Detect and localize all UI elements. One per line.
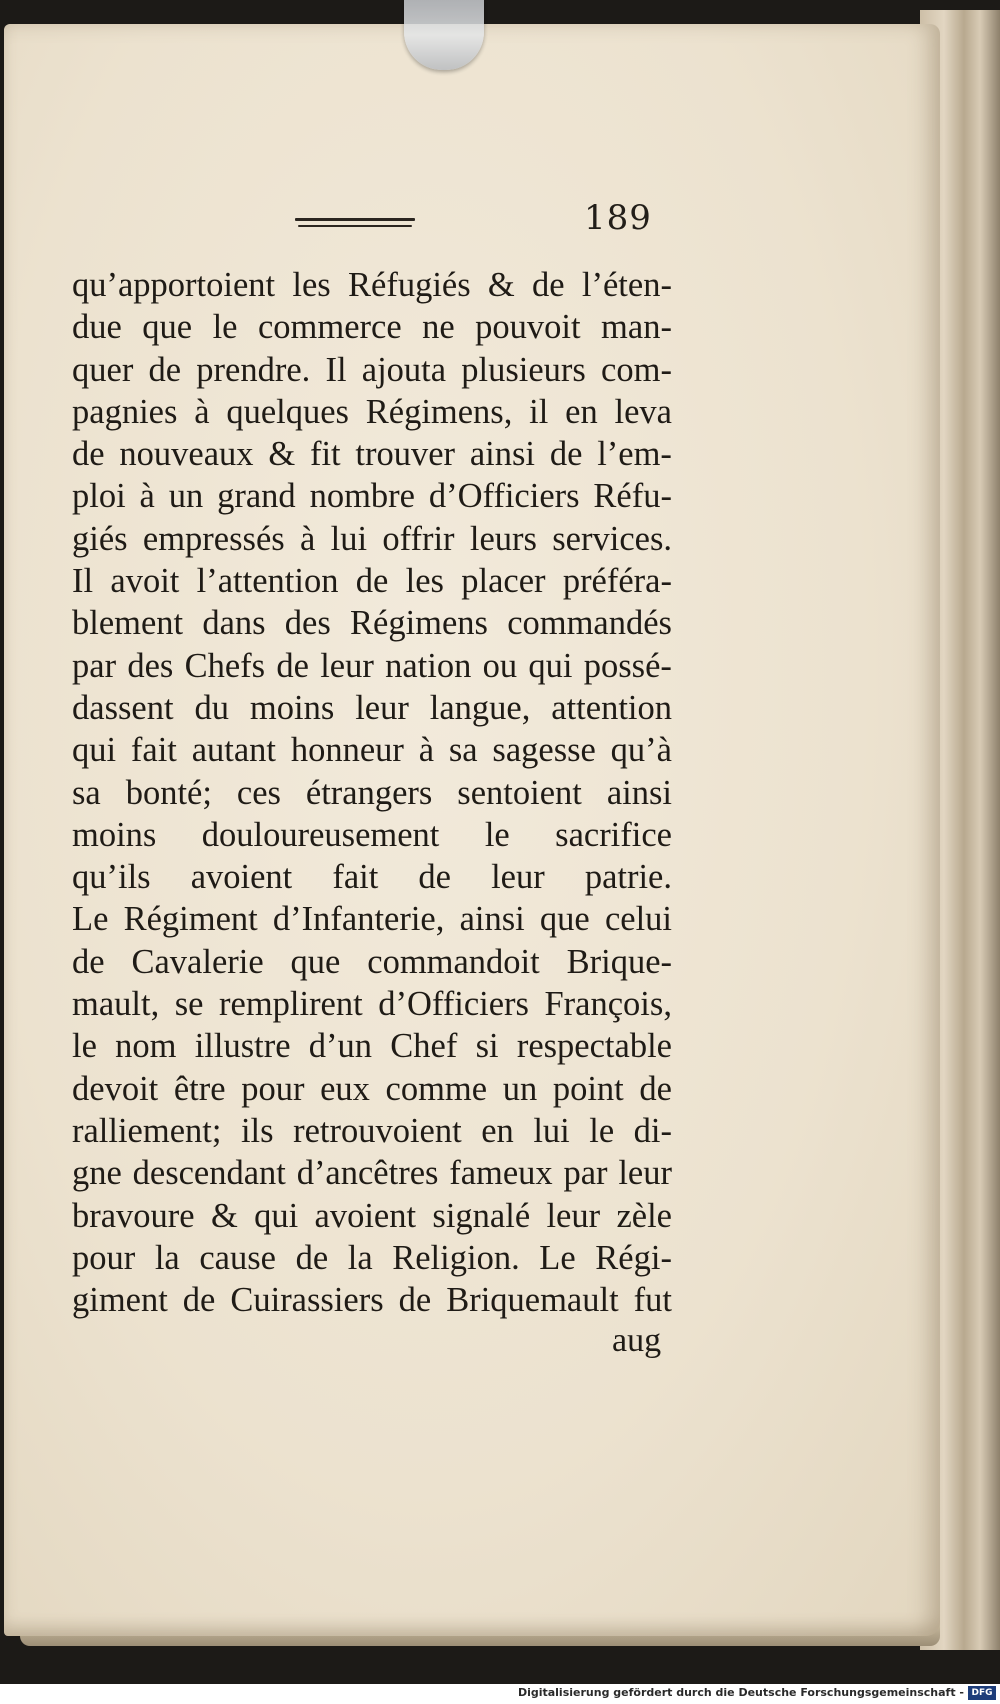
word: Le [539, 1238, 576, 1277]
word: devoit [72, 1069, 159, 1108]
word: signalé [432, 1196, 531, 1235]
word: possé- [583, 646, 672, 685]
word: à [418, 731, 435, 770]
word: prendre. [196, 350, 311, 389]
text-line [72, 264, 672, 306]
word: dassent [72, 688, 174, 727]
word: ajouta [361, 350, 447, 389]
word: Cuirassiers [230, 1281, 384, 1320]
word: de [276, 646, 309, 685]
word: Réfu- [593, 477, 672, 516]
word: & [268, 435, 296, 474]
word: fait [332, 858, 379, 897]
word: respectable [516, 1027, 672, 1066]
word: blement [72, 604, 184, 643]
word: d’Infanterie, [272, 900, 445, 939]
word: nation [385, 646, 472, 685]
word: des [284, 604, 331, 643]
word: pagnies [72, 392, 178, 431]
text-line [72, 518, 672, 560]
word: com- [601, 350, 672, 389]
word: bravoure [72, 1196, 195, 1235]
word: de [532, 266, 565, 304]
word: préféra- [562, 562, 672, 601]
word: l’attention [196, 562, 339, 601]
text-line [72, 941, 672, 983]
word: Régimens [350, 604, 488, 643]
word: leur [618, 1154, 672, 1193]
word: gne [72, 1154, 122, 1193]
word: de [639, 1069, 672, 1108]
word: honneur [290, 731, 404, 770]
word: leur [491, 858, 545, 897]
text-line [72, 391, 672, 433]
word: sentoient [457, 773, 582, 812]
body-text [72, 264, 672, 1321]
word: leurs [469, 519, 537, 558]
word: qui [72, 731, 117, 770]
word: patrie. [584, 858, 672, 897]
word: François, [544, 985, 672, 1024]
word: il [529, 392, 549, 431]
word: étrangers [305, 773, 433, 812]
word: Il [72, 562, 94, 601]
word: nouveaux [119, 435, 254, 474]
word: giés [72, 519, 128, 558]
word: ainsi [459, 900, 525, 939]
word: d’un [308, 1027, 373, 1066]
word: qui [528, 646, 573, 685]
word: ainsi [606, 773, 672, 812]
word: sagesse [492, 731, 596, 770]
word: quer [72, 350, 134, 389]
text-line [72, 1195, 672, 1237]
header-rule-lower [298, 225, 412, 227]
word: fut [633, 1281, 672, 1320]
word: man- [601, 308, 672, 347]
word: commandoit [367, 942, 540, 981]
word: ralliement; [72, 1111, 222, 1150]
word: quelques [226, 392, 349, 431]
word: placer [461, 562, 546, 601]
word: de [295, 1238, 329, 1277]
word: que [539, 900, 590, 939]
word: Réfugiés [348, 266, 471, 304]
word: fait [130, 731, 177, 770]
word: douloureusement [201, 815, 440, 854]
word: Régiment [123, 900, 258, 939]
word: comme [385, 1069, 488, 1108]
word: le [484, 815, 510, 854]
word: la [154, 1238, 180, 1277]
header-rule [295, 218, 415, 221]
word: d’ancêtres [296, 1154, 439, 1193]
word: autant [191, 731, 276, 770]
text-line [72, 1110, 672, 1152]
word: des [127, 646, 174, 685]
word: en [565, 392, 598, 431]
bookmark-clip [404, 0, 484, 70]
word: commandés [507, 604, 672, 643]
word: les [405, 562, 444, 601]
word: sa [448, 731, 478, 770]
word: pour [72, 1238, 136, 1277]
word: dans [202, 604, 266, 643]
word: langue, [429, 688, 531, 727]
word: eux [320, 1069, 370, 1108]
word: pouvoit [475, 308, 581, 347]
word: d’Officiers [378, 985, 529, 1024]
word: moins [249, 688, 335, 727]
word: bonté; [125, 773, 212, 812]
word: celui [604, 900, 672, 939]
word: remplirent [219, 985, 363, 1024]
word: de [355, 562, 389, 601]
word: par [563, 1154, 608, 1193]
text-line [72, 560, 672, 602]
word: moins [72, 815, 157, 854]
word: que [142, 308, 193, 347]
word: de [72, 435, 105, 474]
word: du [194, 688, 229, 727]
dfg-logo-icon: DFG [968, 1686, 996, 1700]
word: Régi- [595, 1238, 672, 1277]
word: due [72, 308, 122, 347]
word: être [173, 1069, 226, 1108]
word: descendant [132, 1154, 286, 1193]
word: à [194, 392, 210, 431]
word: ces [236, 773, 281, 812]
word: sacrifice [555, 815, 672, 854]
word: le [589, 1111, 615, 1150]
word: l’em- [597, 435, 672, 474]
word: les [292, 266, 331, 304]
text-line [72, 306, 672, 348]
word: plusieurs [461, 350, 586, 389]
word: commerce [257, 308, 402, 347]
word: ils [240, 1111, 274, 1150]
word: la [347, 1238, 373, 1277]
word: leur [546, 1196, 601, 1235]
word: de [418, 858, 451, 897]
text-line [72, 856, 672, 898]
word: à [139, 477, 155, 516]
word: ploi [72, 477, 126, 516]
word: Chefs [184, 646, 266, 685]
word: leur [355, 688, 409, 727]
word: que [290, 942, 341, 981]
text-line [72, 475, 672, 517]
word: de [549, 435, 583, 474]
word: le [212, 308, 238, 347]
text-line [72, 1025, 672, 1067]
word: leur [320, 646, 374, 685]
text-line [72, 729, 672, 771]
text-line [72, 983, 672, 1025]
word: Briquemault [446, 1281, 619, 1320]
word: Brique- [566, 942, 672, 981]
word: fit [309, 435, 341, 474]
word: Chef [390, 1027, 458, 1066]
word: nom [115, 1027, 177, 1066]
word: un [502, 1069, 538, 1108]
word: cause [199, 1238, 276, 1277]
text-line [72, 687, 672, 729]
footer-credit: Digitalisierung gefördert durch die Deutsche Forschungsgemeinschaft - [517, 1686, 964, 1699]
word: par [72, 646, 117, 685]
word: en [481, 1111, 514, 1150]
word: & [487, 266, 515, 304]
text-line [72, 433, 672, 475]
page-number: 189 [584, 198, 652, 238]
word: giment [72, 1281, 168, 1320]
word: ou [482, 646, 518, 685]
text-line [72, 645, 672, 687]
word: ainsi [469, 435, 536, 474]
word: Régimens, [365, 392, 513, 431]
text-line [72, 898, 672, 940]
word: nombre [309, 477, 415, 516]
text-line [72, 1237, 672, 1279]
word: de [398, 1281, 432, 1320]
word: Religion. [392, 1238, 520, 1277]
word: avoit [110, 562, 180, 601]
word: un [168, 477, 204, 516]
word: trouver [355, 435, 456, 474]
word: point [552, 1069, 624, 1108]
word: di- [633, 1111, 672, 1150]
word: mault, [72, 985, 160, 1024]
word: Il [325, 350, 347, 389]
word: qu’apportoient [72, 266, 276, 304]
text-line [72, 349, 672, 391]
text-line [72, 814, 672, 856]
word: leva [614, 392, 672, 431]
word: ne [422, 308, 455, 347]
word: illustre [194, 1027, 291, 1066]
word: pour [241, 1069, 305, 1108]
word: services. [552, 519, 672, 558]
word: sa [72, 773, 101, 812]
word: si [475, 1027, 499, 1066]
word: retrouvoient [293, 1111, 462, 1150]
catchword: aug [612, 1322, 662, 1359]
text-line [72, 1068, 672, 1110]
word: avoient [190, 858, 293, 897]
word: Cavalerie [131, 942, 264, 981]
text-line [72, 602, 672, 644]
word: le [72, 1027, 97, 1066]
word: lui [533, 1111, 570, 1150]
word: se [174, 985, 204, 1024]
word: l’éten- [581, 266, 672, 304]
word: qu’à [610, 731, 672, 770]
word: empressés [142, 519, 285, 558]
word: qu’ils [72, 858, 151, 897]
word: grand [217, 477, 296, 516]
word: offrir [382, 519, 455, 558]
word: de [148, 350, 182, 389]
text-line [72, 772, 672, 814]
word: de [72, 942, 105, 981]
word: de [182, 1281, 216, 1320]
text-line [72, 1279, 672, 1321]
word: zèle [616, 1196, 672, 1235]
word: d’Officiers [428, 477, 580, 516]
word: qui [254, 1196, 299, 1235]
word: lui [330, 519, 368, 558]
word: & [210, 1196, 238, 1235]
word: attention [551, 688, 672, 727]
word: avoient [314, 1196, 417, 1235]
word: à [300, 519, 316, 558]
word: fameux [449, 1154, 553, 1193]
word: Le [72, 900, 109, 939]
text-line [72, 1152, 672, 1194]
